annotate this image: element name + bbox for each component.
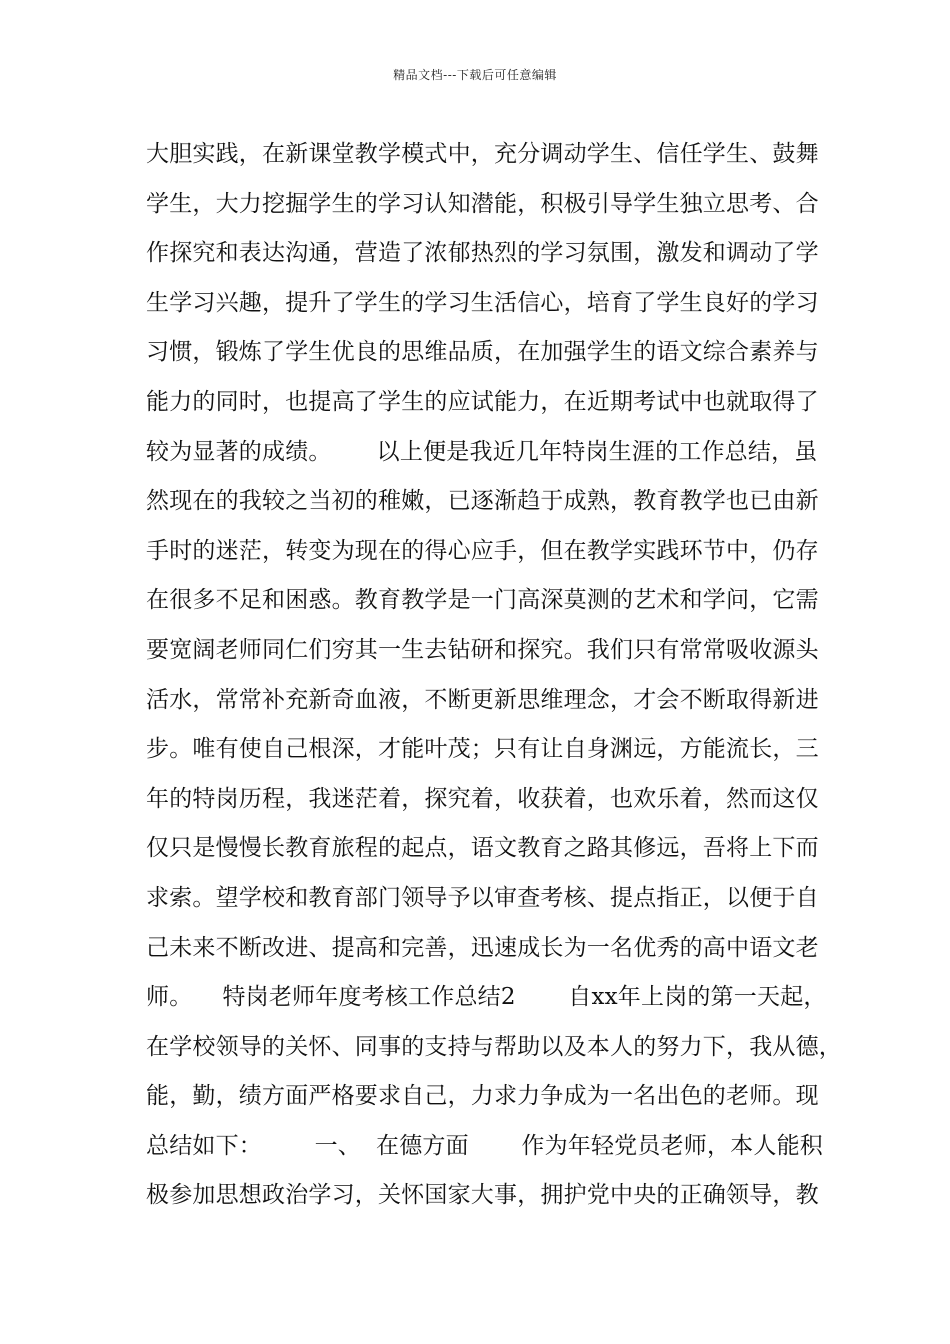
text-line: 极参加思想政治学习，关怀国家大事，拥护党中央的正确领导，教: [146, 1182, 819, 1209]
page-header: 精品文档---下载后可任意编辑: [393, 68, 557, 82]
text-line: 在很多不足和困惑。教育教学是一门高深莫测的艺术和学问，它需: [146, 587, 819, 614]
text-line: 总结如下： 一、 在德方面 作为年轻党员老师，本人能积: [146, 1132, 823, 1159]
text-line: 己未来不断改进、提高和完善，迅速成长为一名优秀的高中语文老: [146, 934, 819, 961]
text-line: 手时的迷茫，转变为现在的得心应手，但在教学实践环节中，仍存: [146, 537, 819, 564]
text-line: 仅只是慢慢长教育旅程的起点，语文教育之路其修远，吾将上下而: [146, 835, 819, 862]
text-line: 然现在的我较之当初的稚嫩，已逐渐趋于成熟，教育教学也已由新: [146, 488, 819, 515]
text-line: 习惯，锻炼了学生优良的思维品质，在加强学生的语文综合素养与: [146, 339, 819, 366]
text-line: 能，勤，绩方面严格要求自己，力求力争成为一名出色的老师。现: [146, 1083, 819, 1110]
text-line: 大胆实践，在新课堂教学模式中，充分调动学生、信任学生、鼓舞: [146, 141, 819, 167]
text-line: 师。 特岗老师年度考核工作总结2 自xx年上岗的第一天起，: [146, 984, 827, 1011]
text-line: 作探究和表达沟通，营造了浓郁热烈的学习氛围，激发和调动了学: [146, 240, 819, 267]
text-line: 求索。望学校和教育部门领导予以审查考核、提点指正，以便于自: [146, 884, 819, 911]
text-line: 较为显著的成绩。 以上便是我近几年特岗生涯的工作总结，虽: [146, 438, 818, 465]
text-line: 学生，大力挖掘学生的学习认知潜能，积极引导学生独立思考、合: [146, 190, 819, 217]
text-line: 能力的同时，也提高了学生的应试能力，在近期考试中也就取得了: [146, 388, 819, 415]
text-line: 要宽阔老师同仁们穷其一生去钻研和探究。我们只有常常吸收源头: [146, 636, 819, 663]
text-line: 年的特岗历程，我迷茫着，探究着，收获着，也欢乐着，然而这仅: [146, 785, 819, 812]
text-line: 活水，常常补充新奇血液，不断更新思维理念，才会不断取得新进: [146, 686, 819, 713]
document-body: [146, 130, 846, 1221]
text-line: 步。唯有使自己根深，才能叶茂；只有让自身渊远，方能流长，三: [146, 736, 819, 763]
text-line: 在学校领导的关怀、同事的支持与帮助以及本人的努力下，我从德，: [146, 1033, 842, 1060]
text-line: 生学习兴趣，提升了学生的学习生活信心，培育了学生良好的学习: [146, 289, 819, 316]
